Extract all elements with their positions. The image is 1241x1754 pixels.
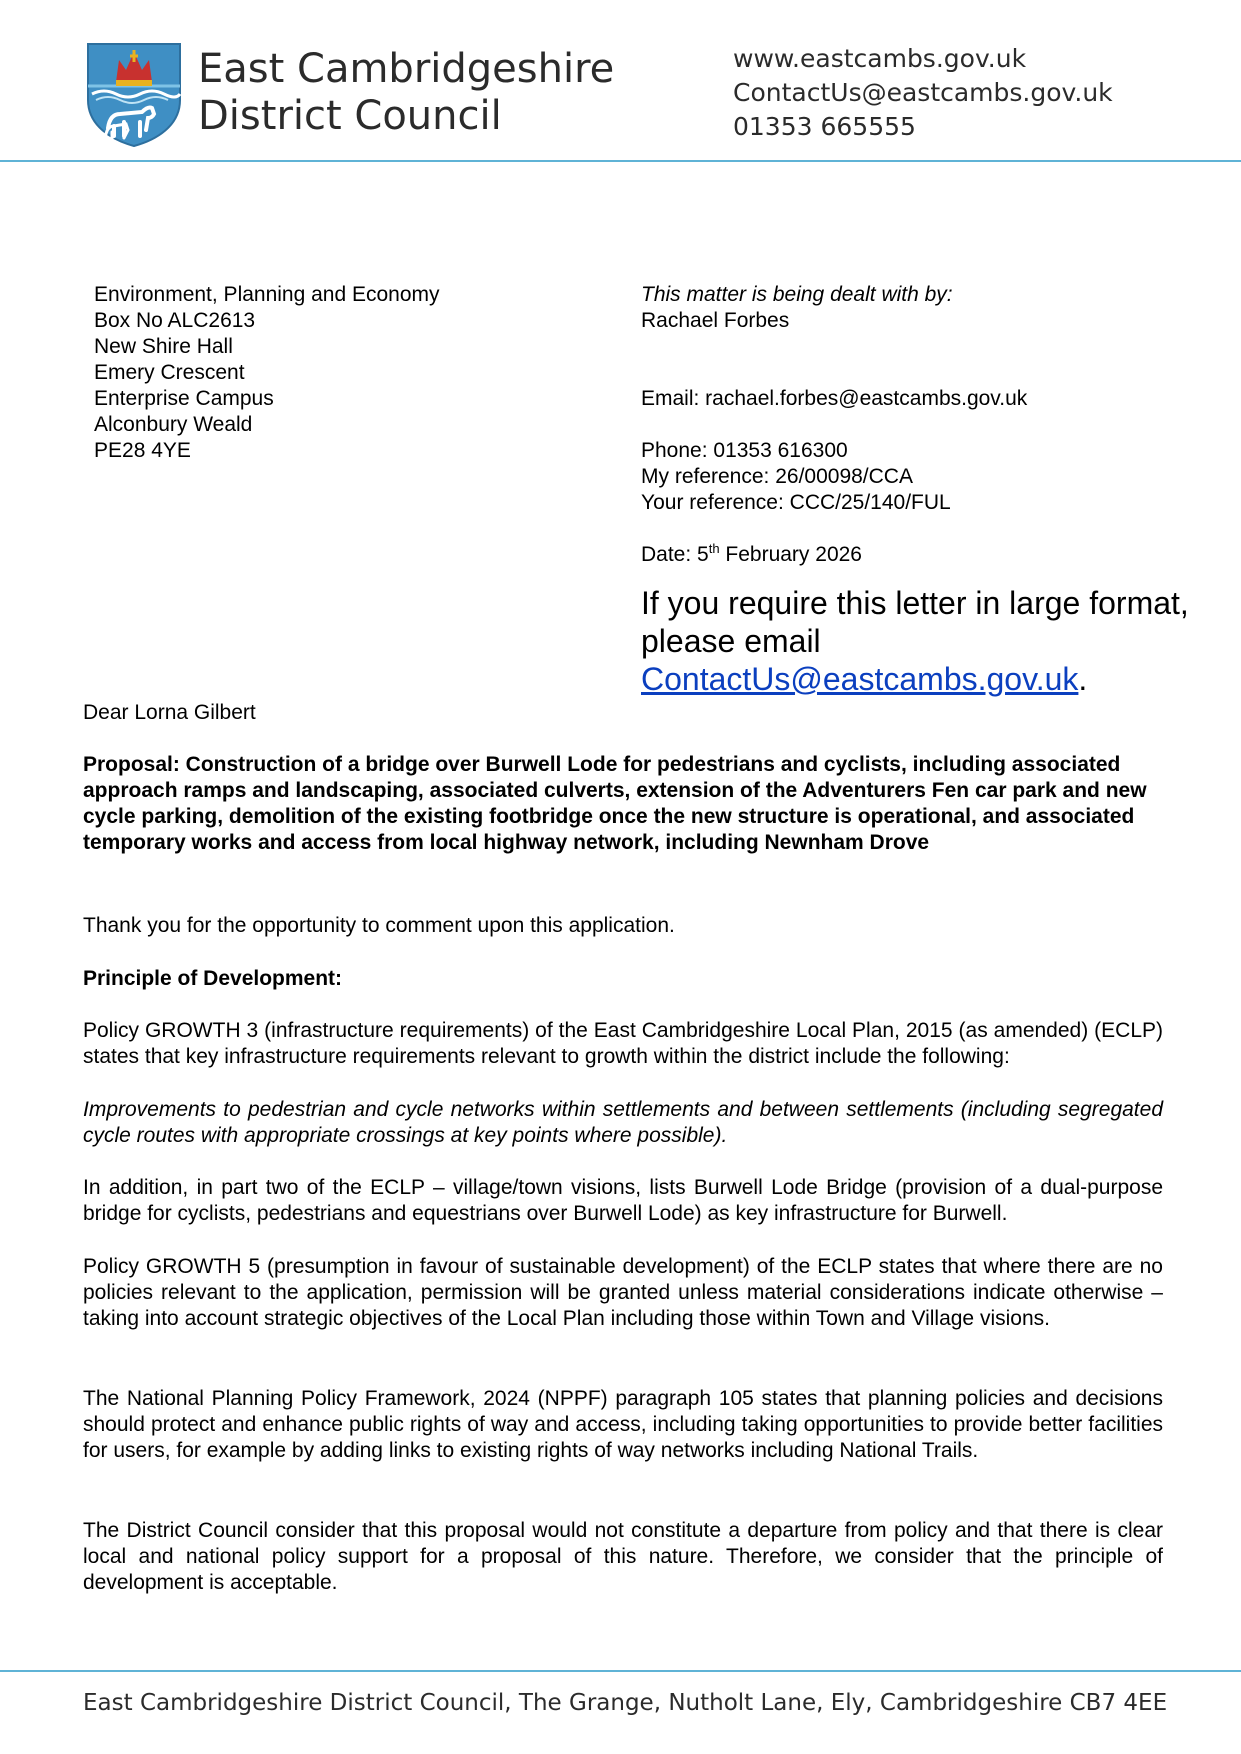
header-email[interactable]: ContactUs@eastcambs.gov.uk: [733, 78, 1113, 107]
large-format-email-link[interactable]: ContactUs@eastcambs.gov.uk: [641, 661, 1079, 697]
council-crest-logo: [86, 42, 182, 148]
thanks-line: Thank you for the opportunity to comment upon this application.: [83, 914, 675, 937]
address-line: New Shire Hall: [94, 335, 233, 358]
crest-shield-icon: [86, 42, 182, 148]
address-line: Alconbury Weald: [94, 413, 253, 436]
large-format-line1: If you require this letter in large format,: [641, 585, 1189, 621]
paragraph-growth5: Policy GROWTH 5 (presumption in favour of sustainable development) of the ECLP states that where there are no policies relevant to the application, permission will be granted unless material considerations indicate otherwise – taking into account strategic objectives of the Local Plan including those within Town and Village visions.: [83, 1255, 1163, 1330]
officer-email: Email: rachael.forbes@eastcambs.gov.uk: [641, 387, 1028, 410]
address-line: PE28 4YE: [94, 439, 191, 462]
address-line: Emery Crescent: [94, 361, 245, 384]
footer-address: East Cambridgeshire District Council, The Grange, Nutholt Lane, Ely, Cambridgeshire CB7 4EE: [83, 1690, 1168, 1716]
paragraph-growth3: Policy GROWTH 3 (infrastructure requirements) of the East Cambridgeshire Local Plan, 2015 (as amended) (ECLP) states that key infrastructure requirements relevant to growth within the district include the following:: [83, 1019, 1163, 1068]
salutation: Dear Lorna Gilbert: [83, 701, 256, 724]
address-line: Environment, Planning and Economy: [94, 283, 440, 306]
my-reference: My reference: 26/00098/CCA: [641, 465, 913, 488]
letter-date: Date: 5th February 2026: [641, 541, 862, 566]
header-phone: 01353 665555: [733, 112, 916, 141]
large-format-notice: If you require this letter in large format, please email ContactUs@eastcambs.gov.uk.: [641, 585, 1189, 697]
officer-name: Rachael Forbes: [641, 309, 790, 332]
address-line: Box No ALC2613: [94, 309, 256, 332]
officer-details: [641, 282, 1027, 568]
recipient-address: [94, 282, 440, 464]
paragraph-addition: In addition, in part two of the ECLP – village/town visions, lists Burwell Lode Bridge (provision of a dual-purpose bridge for cyclists, pedestrians and equestrians over Burwell Lode) as key infrastructure for Burwell.: [83, 1176, 1163, 1225]
paragraph-nppf: The National Planning Policy Framework, 2024 (NPPF) paragraph 105 states that planning policies and decisions should protect and enhance public rights of way and access, including taking opportunities to provide better facilities for users, for example by adding links to existing rights of way networks including National Trails.: [83, 1387, 1163, 1462]
proposal-heading: Proposal: Construction of a bridge over Burwell Lode for pedestrians and cyclists, including associated approach ramps and landscaping, associated culverts, extension of the Adventurers Fen car park and new cycle parking, demolition of the existing footbridge once the new structure is operational, and associated temporary works and access from local highway network, including Newnham Drove: [83, 753, 1147, 854]
paragraph-conclusion: The District Council consider that this proposal would not constitute a departure from policy and that there is clear local and national policy support for a proposal of this nature. Therefore, we consider that the principle of development is acceptable.: [83, 1519, 1163, 1594]
large-format-line2: please email: [641, 623, 821, 659]
header-website[interactable]: www.eastcambs.gov.uk: [733, 44, 1027, 73]
officer-phone: Phone: 01353 616300: [641, 439, 848, 462]
policy-quote: Improvements to pedestrian and cycle networks within settlements and between settlements (including segregated cycle routes with appropriate crossings at key points where possible).: [83, 1098, 1163, 1147]
footer-divider: [0, 1670, 1241, 1672]
header-divider: [0, 160, 1241, 162]
your-reference: Your reference: CCC/25/140/FUL: [641, 491, 951, 514]
council-name-line2: District Council: [198, 93, 502, 139]
council-name-line1: East Cambridgeshire: [198, 46, 615, 92]
section-heading: Principle of Development:: [83, 967, 343, 990]
address-line: Enterprise Campus: [94, 387, 274, 410]
dealt-by-label: This matter is being dealt with by:: [641, 283, 953, 306]
